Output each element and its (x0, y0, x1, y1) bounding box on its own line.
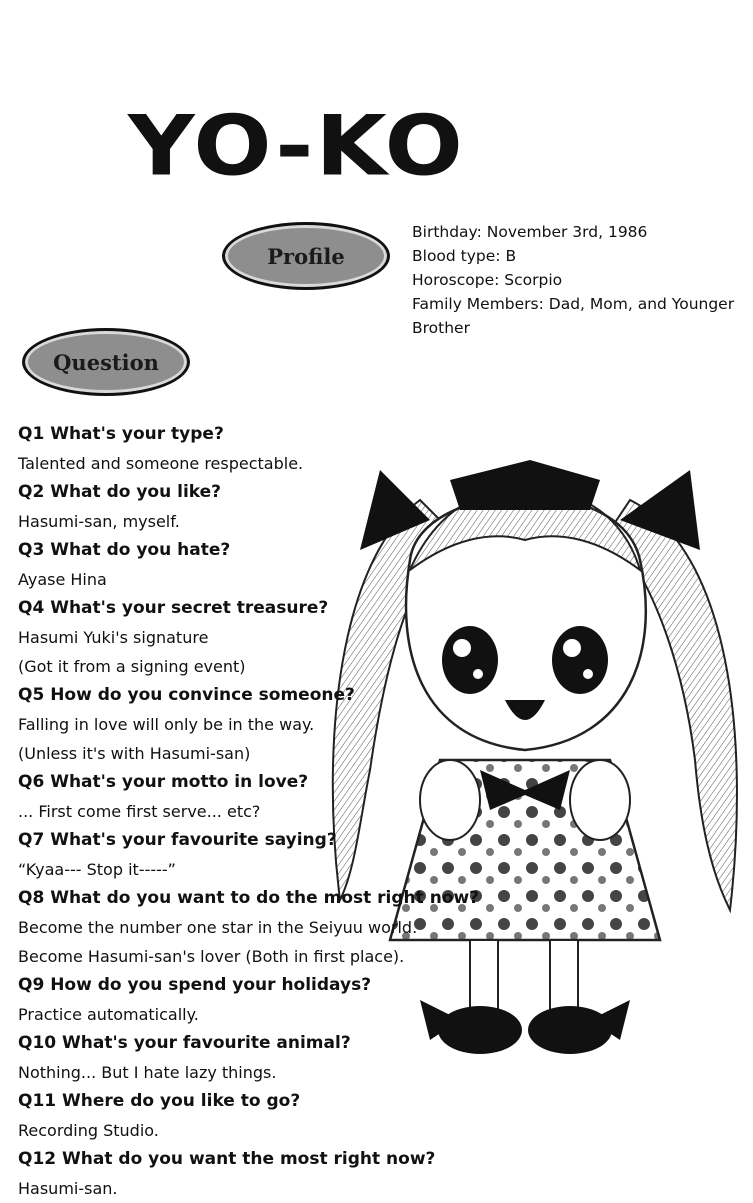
question: Q3 What do you hate? (18, 540, 231, 560)
question: Q12 What do you want the most right now? (18, 1149, 436, 1169)
question: Q10 What's your favourite animal? (18, 1033, 351, 1053)
answer: (Got it from a signing event) (18, 657, 246, 676)
answer: Talented and someone respectable. (18, 454, 304, 473)
answer: Hasumi-san. (18, 1179, 118, 1198)
answer: Become the number one star in the Seiyuu world. (18, 918, 418, 937)
profile-info (412, 220, 747, 340)
question-badge (22, 328, 190, 396)
answer: Nothing... But I hate lazy things. (18, 1063, 277, 1082)
profile-line: Blood type: B (412, 247, 517, 265)
question: Q4 What's your secret treasure? (18, 598, 329, 618)
answer: “Kyaa--- Stop it-----” (18, 860, 176, 879)
profile-line: Birthday: November 3rd, 1986 (412, 223, 648, 241)
answer: Hasumi-san, myself. (18, 512, 180, 531)
question: Q11 Where do you like to go? (18, 1091, 301, 1111)
profile-badge-label: Profile (267, 243, 345, 269)
profile-badge (222, 222, 390, 290)
answer: ... First come first serve... etc? (18, 802, 261, 821)
profile-line: Family Members: Dad, Mom, and Younger (412, 295, 735, 313)
answer: Falling in love will only be in the way. (18, 715, 315, 734)
answer: Ayase Hina (18, 570, 107, 589)
question: Q1 What's your type? (18, 424, 224, 444)
question: Q9 How do you spend your holidays? (18, 975, 372, 995)
profile-line: Brother (412, 319, 470, 337)
answer: Recording Studio. (18, 1121, 159, 1140)
question: Q6 What's your motto in love? (18, 772, 309, 792)
page-title: YO-KO (128, 97, 465, 195)
answer: Practice automatically. (18, 1005, 199, 1024)
question-list (18, 420, 538, 1203)
question-badge-label: Question (53, 349, 159, 375)
answer: Hasumi Yuki's signature (18, 628, 209, 647)
answer: (Unless it's with Hasumi-san) (18, 744, 251, 763)
question: Q2 What do you like? (18, 482, 222, 502)
question: Q5 How do you convince someone? (18, 685, 355, 705)
profile-line: Horoscope: Scorpio (412, 271, 563, 289)
question: Q8 What do you want to do the most right now? (18, 888, 480, 908)
question: Q7 What's your favourite saying? (18, 830, 337, 850)
answer: Become Hasumi-san's lover (Both in first place). (18, 947, 405, 966)
